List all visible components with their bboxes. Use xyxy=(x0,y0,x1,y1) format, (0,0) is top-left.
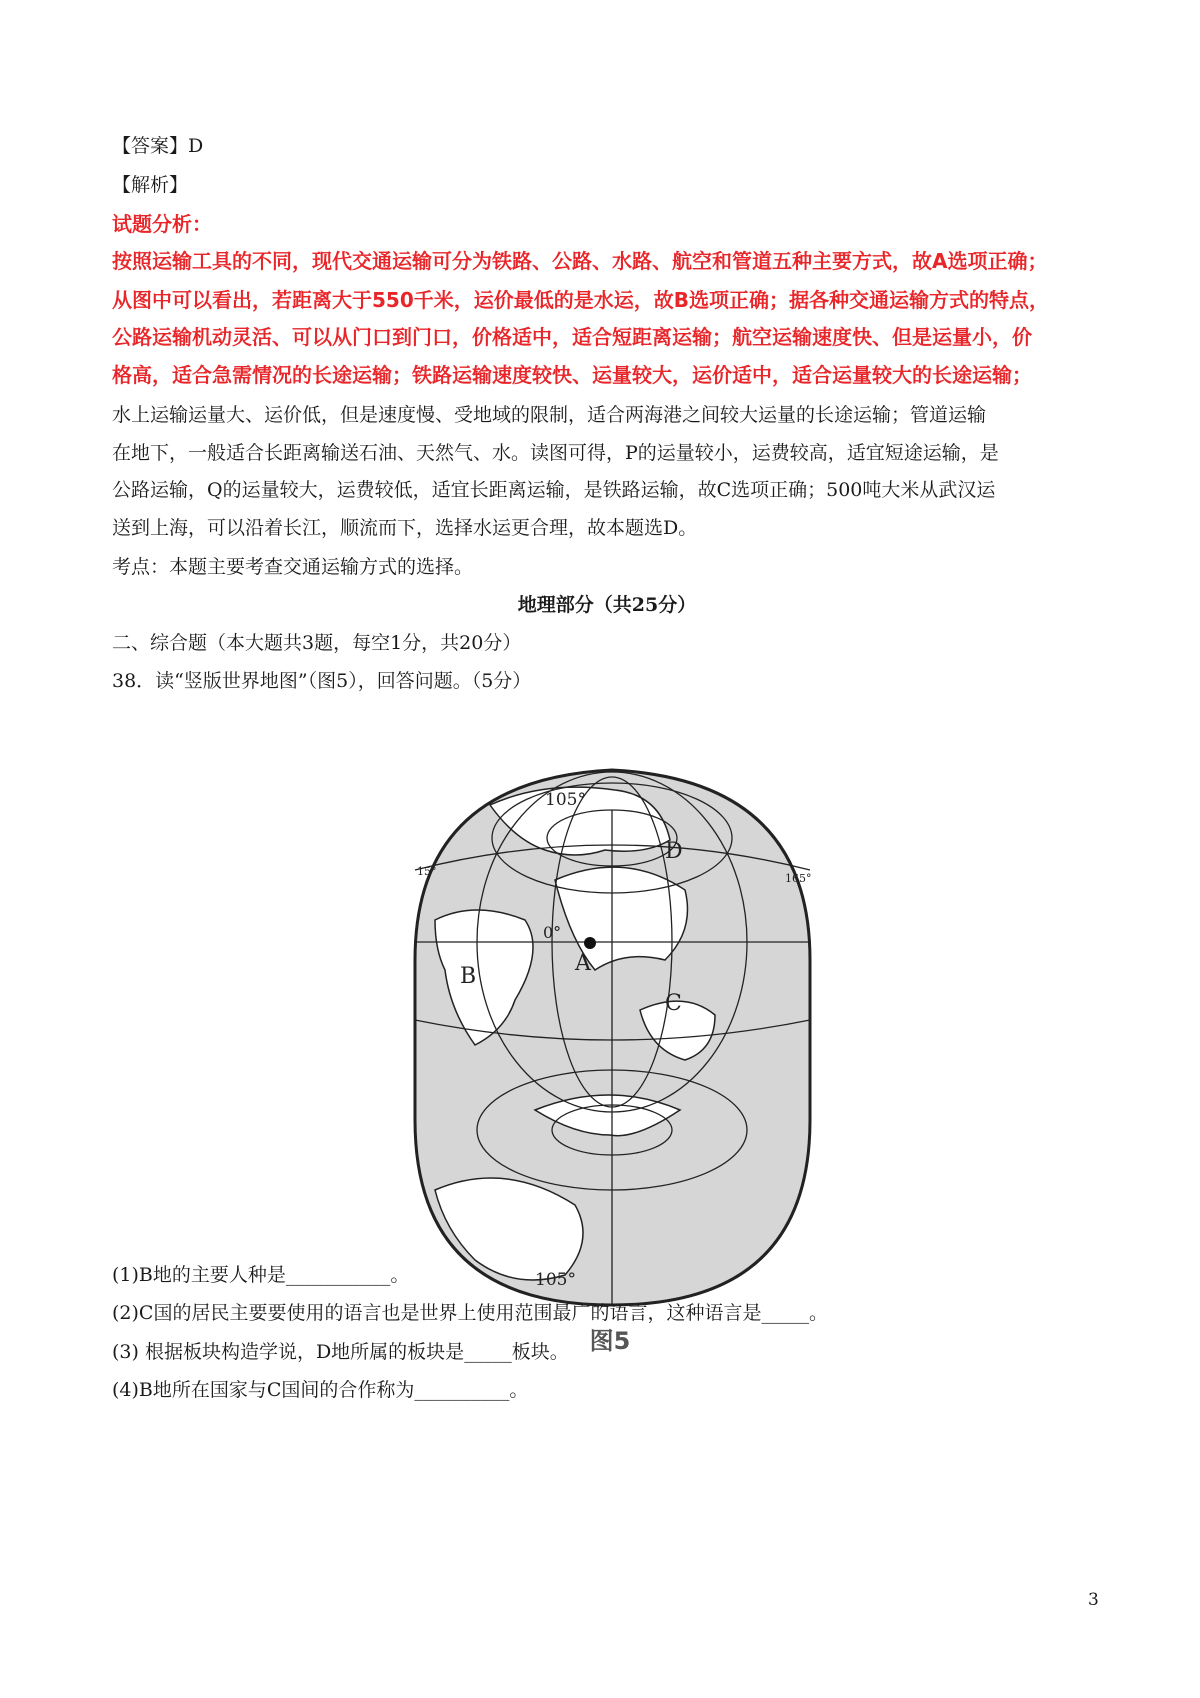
analysis-red-line: 从图中可以看出，若距离大于550千米，运价最低的是水运，故B选项正确；据各种交通运输方式的特点， xyxy=(112,288,1049,312)
question-line: (2)C国的居民主要要使用的语言也是世界上使用范围最广的语言，这种语言是_____。 xyxy=(112,1302,828,1324)
analysis-red-line: 格高，适合急需情况的长途运输；铁路运输速度较快、运量较大，运价适中，适合运量较大的长途运输； xyxy=(112,363,1032,387)
point-a-marker xyxy=(584,937,596,949)
analysis-red-line: 公路运输机动灵活、可以从门口到门口，价格适中，适合短距离运输；航空运输速度快、但是运量小，价 xyxy=(112,325,1032,349)
question-line: (3) 根据板块构造学说，D地所属的板块是_____板块。 xyxy=(112,1341,569,1363)
question-line: (4)B地所在国家与C国间的合作称为__________。 xyxy=(112,1379,529,1401)
label-b: B xyxy=(460,964,477,989)
page-number: 3 xyxy=(1088,1590,1099,1610)
figure-caption: 图5 xyxy=(589,1327,631,1355)
question-38: 38．读“竖版世界地图”（图5），回答问题。（5分） xyxy=(112,670,532,692)
section-subtitle: 二、综合题（本大题共3题，每空1分，共20分） xyxy=(112,632,522,654)
world-map-figure xyxy=(395,760,830,1315)
analysis-text-line: 在地下，一般适合长距离输送石油、天然气、水。读图可得，P的运量较小，运费较高，适宜短途运输，是 xyxy=(112,442,999,464)
label-left-longitude: 15° xyxy=(417,865,437,878)
label-c: C xyxy=(665,991,682,1016)
analysis-text-line: 水上运输运量大、运价低，但是速度慢、受地域的限制，适合两海港之间较大运量的长途运输；管道运输 xyxy=(112,404,987,426)
analysis-text-line: 公路运输，Q的运量较大，运费较低，适宜长距离运输，是铁路运输，故C选项正确；500吨大米从武汉运 xyxy=(112,479,996,501)
label-top-longitude: 105° xyxy=(545,790,586,810)
label-right-longitude: 165° xyxy=(785,872,812,885)
question-line: (1)B地的主要人种是___________。 xyxy=(112,1264,410,1286)
label-bottom-longitude: 105° xyxy=(535,1270,576,1290)
kaodian-line: 考点：本题主要考查交通运输方式的选择。 xyxy=(112,556,474,578)
analysis-heading: 试题分析： xyxy=(112,212,212,236)
analysis-red-line: 按照运输工具的不同，现代交通运输可分为铁路、公路、水路、航空和管道五种主要方式，故A选项正确； xyxy=(112,249,1048,273)
answer-label: 【答案】D xyxy=(112,135,204,157)
analysis-text-line: 送到上海，可以沿着长江，顺流而下，选择水运更合理，故本题选D。 xyxy=(112,517,698,539)
label-a: A xyxy=(575,951,591,976)
label-equator: 0° xyxy=(543,923,562,942)
section-title: 地理部分（共25分） xyxy=(517,594,697,616)
label-d: D xyxy=(665,839,683,864)
analysis-label: 【解析】 xyxy=(112,174,189,196)
